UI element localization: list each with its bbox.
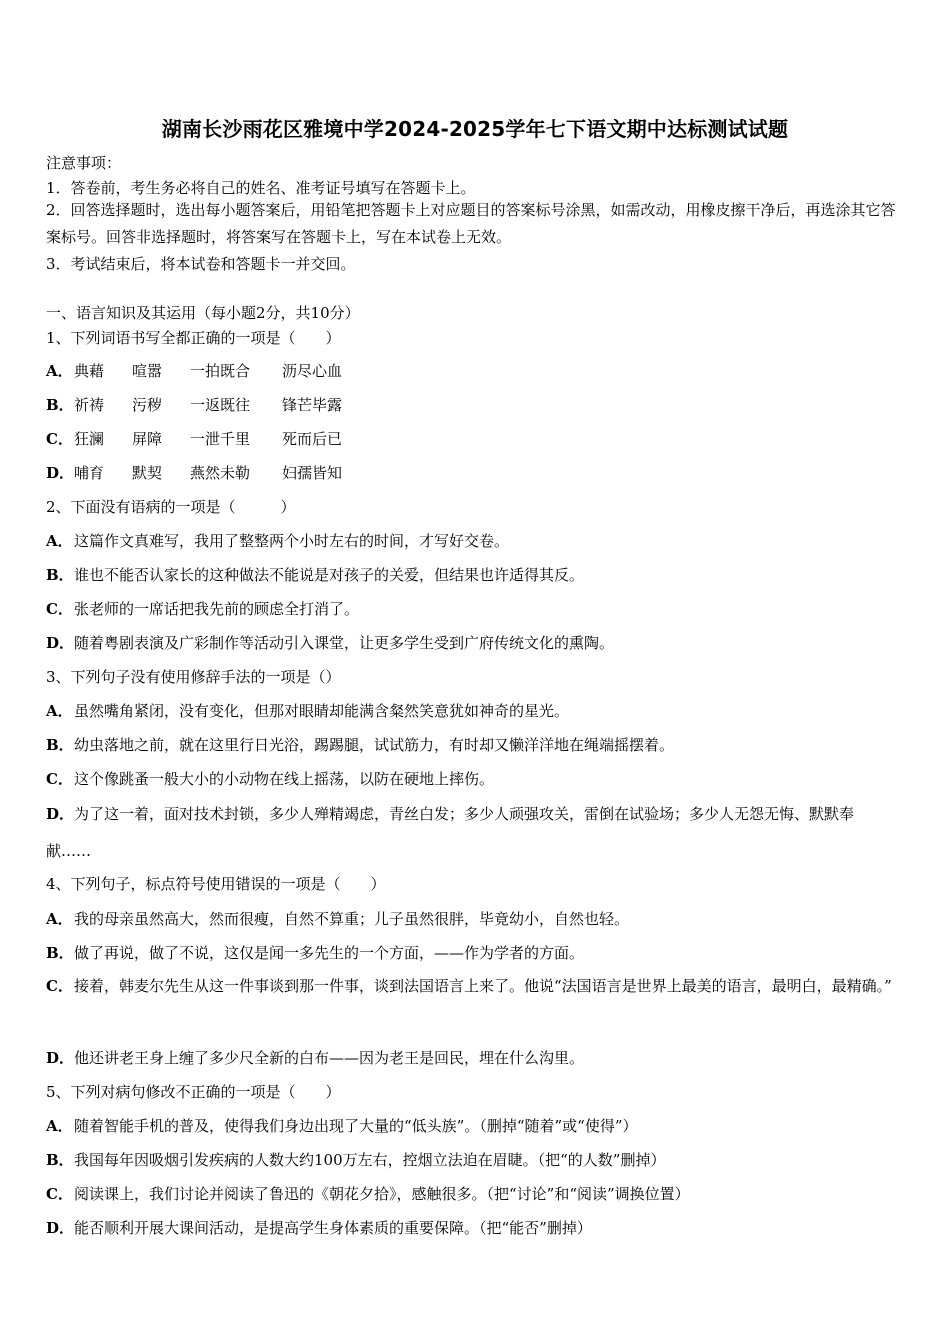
option-text: 我国每年因吸烟引发疾病的人数大约100万左右，控烟立法迫在眉睫。（把“的人数”删掉） <box>74 1151 666 1169</box>
option-word: 妇孺皆知 <box>282 464 343 482</box>
option-letter: C． <box>46 977 73 995</box>
q3-option-b <box>46 734 906 755</box>
section-heading: 一、语言知识及其运用（每小题2分，共10分） <box>46 304 360 322</box>
option-word: 沥尽心血 <box>282 362 343 380</box>
q1-option-a <box>46 360 906 381</box>
option-word: 死而后已 <box>282 430 343 448</box>
q2-option-a <box>46 530 906 551</box>
option-letter: B． <box>46 736 74 754</box>
q4-option-b <box>46 942 906 963</box>
option-word: 一拍既合 <box>190 362 251 380</box>
option-word: 一泄千里 <box>190 430 251 448</box>
option-text: 谁也不能否认家长的这种做法不能说是对孩子的关爱，但结果也许适得其反。 <box>74 566 585 584</box>
option-text: 接着，韩麦尔先生从这一件事谈到那一件事，谈到法国语言上来了。他说“法国语言是世界上最美的语言，最明白，最精确。” <box>74 977 892 995</box>
option-word: 燕然未勒 <box>190 464 251 482</box>
option-word: 一返既往 <box>190 396 251 414</box>
q3-option-a <box>46 700 906 721</box>
q5-option-a <box>46 1115 906 1136</box>
option-word: 锋芒毕露 <box>282 396 343 414</box>
option-word: 狂澜 <box>74 430 105 448</box>
option-text: 他还讲老王身上缠了多少尺全新的白布——因为老王是回民，埋在什么沟里。 <box>74 1049 585 1067</box>
option-text: 张老师的一席话把我先前的顾虑全打消了。 <box>74 600 360 618</box>
option-letter: C． <box>46 1185 73 1203</box>
option-letter: D． <box>46 634 75 652</box>
option-letter: B． <box>46 1151 74 1169</box>
q5-option-c <box>46 1183 906 1204</box>
q1-option-c <box>46 428 906 449</box>
option-word: 典藉 <box>74 362 105 380</box>
option-letter: C． <box>46 430 73 448</box>
q4-option-a <box>46 908 906 929</box>
option-word: 污秽 <box>132 396 163 414</box>
option-letter: A． <box>46 1117 73 1135</box>
q2-option-b <box>46 564 906 585</box>
option-letter: A． <box>46 532 73 550</box>
notice-item-2: 2．回答选择题时，选出每小题答案后，用铅笔把答题卡上对应题目的答案标号涂黑，如需改动，用橡皮擦干净后，再选涂其它答案标号。回答非选择题时，将答案写在答题卡上，写在本试卷上无效。 <box>46 201 896 246</box>
q4-option-c <box>46 968 898 1005</box>
notice-heading: 注意事项： <box>46 154 122 172</box>
option-letter: A． <box>46 910 73 928</box>
option-word: 默契 <box>132 464 163 482</box>
option-text: 阅读课上，我们讨论并阅读了鲁迅的《朝花夕拾》，感触很多。（把“讨论”和“阅读”调换位置） <box>74 1185 690 1203</box>
q4-option-d <box>46 1047 906 1068</box>
q2-option-d <box>46 632 906 653</box>
q2-option-c <box>46 598 906 619</box>
option-letter: D． <box>46 464 75 482</box>
option-letter: A． <box>46 362 73 380</box>
option-text: 这篇作文真难写，我用了整整两个小时左右的时间，才写好交卷。 <box>74 532 510 550</box>
notice-item-1: 1．答卷前，考生务必将自己的姓名、准考证号填写在答题卡上。 <box>46 179 476 197</box>
option-letter: C． <box>46 600 73 618</box>
q1-option-d <box>46 462 906 483</box>
option-text: 这个像跳蚤一般大小的小动物在线上摇荡，以防在硬地上摔伤。 <box>74 770 495 788</box>
option-text: 随着粤剧表演及广彩制作等活动引入课堂，让更多学生受到广府传统文化的熏陶。 <box>74 634 615 652</box>
q5-option-d <box>46 1217 906 1238</box>
question-1-stem: 1、下列词语书写全都正确的一项是（ ） <box>46 329 341 347</box>
option-letter: B． <box>46 944 74 962</box>
option-word: 屏障 <box>132 430 163 448</box>
q3-option-d <box>46 796 898 870</box>
q5-option-b <box>46 1149 906 1170</box>
page-title: 湖南长沙雨花区雅境中学2024-2025学年七下语文期中达标测试试题 <box>161 117 789 141</box>
option-letter: C． <box>46 770 73 788</box>
option-word: 祈祷 <box>74 396 105 414</box>
option-text: 幼虫落地之前，就在这里行日光浴，踢踢腿，试试筋力，有时却又懒洋洋地在绳端摇摆着。 <box>74 736 675 754</box>
question-4-stem: 4、下列句子，标点符号使用错误的一项是（ ） <box>46 875 386 893</box>
option-letter: D． <box>46 1049 75 1067</box>
q1-option-b <box>46 394 906 415</box>
option-text: 我的母亲虽然高大，然而很瘦，自然不算重；儿子虽然很胖，毕竟幼小，自然也轻。 <box>74 910 630 928</box>
option-letter: B． <box>46 566 74 584</box>
option-letter: D． <box>46 805 75 823</box>
option-text: 做了再说，做了不说，这仅是闻一多先生的一个方面，——作为学者的方面。 <box>74 944 585 962</box>
option-word: 喧嚣 <box>132 362 163 380</box>
option-word: 哺育 <box>74 464 105 482</box>
option-text: 能否顺利开展大课间活动，是提高学生身体素质的重要保障。（把“能否”删掉） <box>74 1219 592 1237</box>
question-5-stem: 5、下列对病句修改不正确的一项是（ ） <box>46 1083 341 1101</box>
option-letter: A． <box>46 702 73 720</box>
q3-option-c <box>46 768 906 789</box>
question-2-stem: 2、下面没有语病的一项是（ ） <box>46 498 296 516</box>
option-letter: B． <box>46 396 74 414</box>
notice-item-3: 3．考试结束后，将本试卷和答题卡一并交回。 <box>46 255 356 273</box>
option-text: 为了这一着，面对技术封锁，多少人殚精竭虑，青丝白发；多少人顽强攻关，雷倒在试验场；多少人无怨无悔、默默奉献…… <box>46 805 855 860</box>
question-3-stem: 3、下列句子没有使用修辞手法的一项是（） <box>46 668 341 686</box>
option-letter: D． <box>46 1219 75 1237</box>
option-text: 虽然嘴角紧闭，没有变化，但那对眼睛却能满含粲然笑意犹如神奇的星光。 <box>74 702 570 720</box>
option-text: 随着智能手机的普及，使得我们身边出现了大量的“低头族”。（删掉“随着”或“使得”） <box>74 1117 638 1135</box>
